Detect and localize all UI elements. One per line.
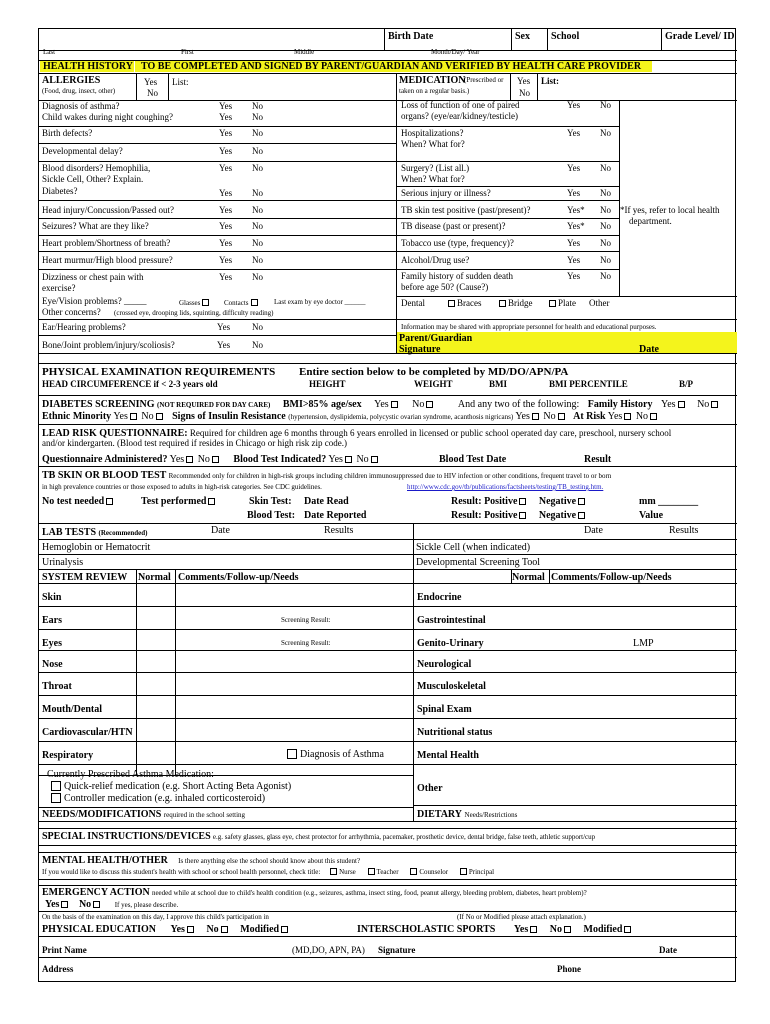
lab-date-header: Date	[584, 525, 603, 536]
neuro-label: Neurological	[417, 659, 472, 670]
bone-question: Bone/Joint problem/injury/scoliosis?	[42, 340, 175, 350]
nose-label: Nose	[42, 659, 63, 670]
divider	[39, 821, 737, 822]
checkbox[interactable]	[460, 868, 467, 875]
divider	[39, 885, 737, 886]
lmp-label: LMP	[633, 638, 654, 649]
no-option[interactable]: No	[600, 271, 611, 281]
divider	[39, 845, 737, 846]
comments-header: Comments/Follow-up/Needs	[178, 572, 299, 583]
divider	[39, 161, 396, 162]
checkbox[interactable]	[578, 498, 585, 505]
birth-defects-question: Birth defects?	[42, 128, 93, 138]
divider	[39, 363, 737, 364]
school-label: School	[551, 31, 580, 42]
divider	[396, 126, 619, 127]
skin-label: Skin	[42, 592, 62, 603]
divider	[39, 852, 737, 853]
divider	[396, 218, 619, 219]
checkbox[interactable]	[371, 456, 378, 463]
yes-option[interactable]: Yes	[144, 77, 158, 87]
checkbox[interactable]	[391, 401, 398, 408]
no-option[interactable]: No	[252, 221, 263, 231]
if-no-text: (If No or Modified please attach explanation.)	[457, 913, 586, 921]
divider	[39, 807, 413, 808]
column-divider	[396, 73, 397, 353]
asthma-med-label: Currently Prescribed Asthma Medication:	[47, 769, 214, 780]
bp-label: B/P	[679, 379, 694, 389]
no-option[interactable]: No	[600, 100, 611, 110]
no-option[interactable]: No	[252, 238, 263, 248]
alcohol-question: Alcohol/Drug use?	[401, 255, 470, 265]
divider	[39, 957, 737, 958]
medication-label: MEDICATION	[399, 75, 466, 86]
checkbox[interactable]	[281, 926, 288, 933]
tb-test-text: in high prevalence countries or those exposed to adults in high-risk categories. See CDC guidelines.	[42, 483, 322, 491]
lab-tests-title: LAB TESTS (Recommended)	[42, 527, 148, 538]
mouth-dental-label: Mouth/Dental	[42, 704, 102, 715]
last-exam-label: Last exam by eye doctor ______	[274, 298, 366, 306]
health-history-title: HEALTH HISTORY	[43, 61, 133, 72]
divider	[136, 73, 137, 101]
no-option[interactable]: No	[252, 112, 263, 122]
divider	[39, 650, 737, 651]
no-option[interactable]: No	[600, 163, 611, 173]
loss-function-question: Loss of function of one of paired	[401, 100, 520, 110]
cdc-link[interactable]: http://www.cdc.gov/tb/publications/factsheets/testing/TB_testing.htm.	[407, 483, 604, 491]
divider	[413, 523, 414, 569]
dizziness-question: Dizziness or chest pain with	[42, 272, 144, 282]
dental-other-label: Other	[589, 298, 610, 308]
list-label: List:	[172, 77, 189, 87]
needs-row: NEEDS/MODIFICATIONS required in the school setting	[42, 809, 246, 820]
allergies-label: ALLERGIES	[42, 75, 101, 86]
checkbox[interactable]	[51, 793, 61, 803]
divider	[39, 143, 396, 144]
no-option[interactable]: No	[519, 88, 530, 98]
result-label: Result	[584, 454, 612, 465]
mental-health-row: MENTAL HEALTH/OTHER Is there anything else the school should know about this student?	[42, 855, 361, 866]
no-option[interactable]: No	[252, 255, 263, 265]
checkbox[interactable]	[711, 401, 718, 408]
last-name-label: Last	[43, 48, 56, 56]
blood-disorders-question: Blood disorders? Hemophilia,	[42, 163, 151, 173]
normal-header: Normal	[138, 572, 171, 583]
divider	[39, 606, 737, 607]
eye-vision-question: Eye/Vision problems? _____	[42, 296, 147, 306]
surgery-question-2: When? What for?	[401, 174, 465, 184]
checkbox[interactable]	[156, 413, 163, 420]
blood-disorders-question-2: Sickle Cell, Other? Explain.	[42, 174, 144, 184]
yes-option[interactable]: Yes	[219, 112, 233, 122]
divider	[39, 335, 396, 336]
divider	[39, 718, 737, 719]
date-format-label: Month/Day/ Year	[431, 48, 480, 56]
yes-option[interactable]: Yes	[567, 271, 581, 281]
night-cough-question: Child wakes during night coughing?	[42, 112, 173, 122]
msk-label: Musculoskeletal	[417, 681, 486, 692]
checkbox[interactable]	[93, 901, 100, 908]
divider	[384, 29, 385, 51]
exam-title: PHYSICAL EXAMINATION REQUIREMENTS	[42, 366, 276, 378]
checkbox[interactable]	[558, 413, 565, 420]
yes-star-option[interactable]: Yes*	[567, 221, 585, 231]
yes-option[interactable]: Yes	[219, 101, 233, 111]
value-label: Value	[639, 510, 664, 521]
yes-option[interactable]: Yes	[219, 255, 233, 265]
contacts-option[interactable]: Contacts	[224, 299, 260, 308]
eyes-screening-label: Screening Result:	[281, 639, 331, 647]
yes-option[interactable]: Yes	[219, 128, 233, 138]
checkbox[interactable]	[368, 868, 375, 875]
yes-option[interactable]: Yes	[219, 205, 233, 215]
divider	[39, 554, 737, 555]
checkbox[interactable]	[221, 926, 228, 933]
checkbox[interactable]	[61, 901, 68, 908]
divider	[396, 296, 737, 297]
checkbox[interactable]	[624, 413, 631, 420]
checkbox[interactable]	[519, 512, 526, 519]
yes-option[interactable]: Yes	[219, 238, 233, 248]
ear-question: Ear/Hearing problems?	[42, 322, 126, 332]
parent-guardian-label: Parent/Guardian	[399, 333, 473, 344]
checkbox[interactable]	[208, 498, 215, 505]
yes-star-option[interactable]: Yes*	[567, 205, 585, 215]
diabetes-screening-row: DIABETES SCREENING (NOT REQUIRED FOR DAY CARE) BMI>85% age/sex Yes No And any two of the following: Family History Yes No	[42, 399, 720, 410]
divider	[39, 569, 737, 570]
dev-screening-label: Developmental Screening Tool	[416, 557, 541, 568]
yes-option[interactable]: Yes	[567, 188, 581, 198]
divider	[39, 936, 737, 937]
yes-option[interactable]: Yes	[567, 255, 581, 265]
system-review-title: SYSTEM REVIEW	[42, 572, 128, 583]
no-option[interactable]: No	[600, 238, 611, 248]
yes-option[interactable]: Yes	[217, 322, 231, 332]
cardio-label: Cardiovascular/HTN	[42, 727, 133, 738]
yes-option[interactable]: Yes	[567, 163, 581, 173]
lead-risk-text: and/or kindergarten. (Blood test required if resides in Chicago or high risk zip code.)	[42, 438, 348, 448]
no-option[interactable]: No	[600, 205, 611, 215]
mental-health-label: Mental Health	[417, 750, 479, 761]
ears-screening-label: Screening Result:	[281, 616, 331, 624]
divider	[39, 741, 737, 742]
checkbox[interactable]	[202, 299, 209, 306]
blood-test-label: Blood Test:	[247, 510, 296, 521]
discuss-row: If you would like to discuss this student's health with school or school health personnel, check title: Nurse Teacher Counselor Principal	[42, 868, 495, 876]
divider	[39, 828, 737, 829]
throat-label: Throat	[42, 681, 72, 692]
divider	[39, 911, 737, 912]
ethnic-minority-row: Ethnic Minority Yes No Signs of Insulin Resistance (hypertension, dyslipidemia, polycystic ovarian syndrome, acanthosis nigricans) Yes No At Risk Yes No	[42, 411, 659, 422]
yes-option[interactable]: Yes	[219, 146, 233, 156]
yes-option[interactable]: Yes	[217, 340, 231, 350]
emergency-row: EMERGENCY ACTION needed while at school due to child's health condition (e.g., seizures, asthma, insect sting, food, peanut allergy, bleeding problem, diabetes, heart problem)?	[42, 887, 587, 898]
no-option[interactable]: No	[252, 322, 263, 332]
head-circumference-label: HEAD CIRCUMFERENCE if < 2-3 years old	[42, 379, 218, 389]
divider	[39, 466, 737, 467]
tb-note: *If yes, refer to local health	[620, 205, 720, 215]
divider	[39, 218, 396, 219]
provider-date-label: Date	[659, 945, 677, 955]
no-option[interactable]: No	[252, 163, 263, 173]
yes-option[interactable]: Yes	[567, 238, 581, 248]
checkbox[interactable]	[251, 299, 258, 306]
controller-option[interactable]: Controller medication (e.g. inhaled corticosteroid)	[51, 793, 265, 804]
dizziness-question-2: exercise?	[42, 283, 76, 293]
checkbox[interactable]	[564, 926, 571, 933]
no-option[interactable]: No	[252, 205, 263, 215]
hospitalizations-question: Hospitalizations?	[401, 128, 464, 138]
bridge-option[interactable]: Bridge	[497, 299, 533, 309]
comments-header: Comments/Follow-up/Needs	[551, 572, 672, 583]
bmi-percentile-label: BMI PERCENTILE	[549, 379, 628, 389]
divider	[537, 73, 538, 101]
no-option[interactable]: No	[600, 221, 611, 231]
no-option[interactable]: No	[252, 272, 263, 282]
family-history-question-2: before age 50? (Cause?)	[401, 282, 489, 292]
divider	[39, 583, 737, 584]
divider	[510, 73, 511, 101]
divider	[396, 251, 619, 252]
pe-row: PHYSICAL EDUCATION Yes No Modified	[42, 924, 290, 935]
yes-option[interactable]: Yes	[219, 272, 233, 282]
checkbox[interactable]	[212, 456, 219, 463]
skin-test-label: Skin Test:	[249, 496, 292, 507]
no-test-needed-option[interactable]: No test needed	[42, 496, 115, 507]
checkbox[interactable]	[578, 512, 585, 519]
no-option[interactable]: No	[600, 128, 611, 138]
skin-result-row: Result: Positive Negative	[451, 496, 587, 507]
basis-text: On the basis of the examination on this day, I approve this child's participation in	[42, 913, 269, 921]
hospitalizations-question-2: When? What for?	[401, 139, 465, 149]
diabetes-question: Diabetes?	[42, 186, 78, 196]
blood-result-row: Result: Positive Negative	[451, 510, 587, 521]
divider	[661, 29, 662, 51]
quick-relief-option[interactable]: Quick-relief medication (e.g. Short Acting Beta Agonist)	[51, 781, 291, 792]
checkbox[interactable]	[426, 401, 433, 408]
divider	[39, 539, 737, 540]
exam-subtitle: Entire section below to be completed by MD/DO/APN/PA	[299, 366, 569, 378]
gu-label: Genito-Urinary	[417, 638, 484, 649]
respiratory-label: Respiratory	[42, 750, 94, 761]
family-history-question: Family history of sudden death	[401, 271, 513, 281]
no-option[interactable]: No	[252, 146, 263, 156]
divider	[39, 319, 396, 320]
medication-sub-2: taken on a regular basis.)	[399, 87, 470, 95]
checkbox[interactable]	[519, 498, 526, 505]
date-read-label: Date Read	[304, 496, 349, 507]
checkbox[interactable]	[678, 401, 685, 408]
divider	[39, 629, 737, 630]
other-concerns-label: Other concerns?	[42, 307, 101, 317]
divider	[547, 29, 548, 51]
divider	[39, 764, 737, 765]
other-label: Other	[417, 783, 443, 794]
loss-function-question-2: organs? (eye/ear/kidney/testicle)	[401, 111, 519, 121]
divider	[39, 353, 737, 354]
lab-results-header: Results	[324, 525, 354, 536]
checkbox[interactable]	[624, 926, 631, 933]
medication-sub: (Prescribed or	[464, 76, 504, 84]
braces-option[interactable]: Braces	[446, 299, 482, 309]
grade-label: Grade Level/ ID	[665, 31, 735, 42]
divider	[396, 235, 619, 236]
divider	[39, 523, 737, 524]
divider	[39, 235, 396, 236]
divider	[39, 395, 737, 396]
checkbox[interactable]	[345, 456, 352, 463]
divider	[39, 269, 396, 270]
divider	[168, 73, 169, 101]
dental-label: Dental	[401, 298, 425, 308]
yes-option[interactable]: Yes	[219, 221, 233, 231]
checkbox[interactable]	[51, 781, 61, 791]
mm-label: mm ________	[639, 496, 699, 507]
endocrine-label: Endocrine	[417, 592, 462, 603]
sickle-cell-label: Sickle Cell (when indicated)	[416, 542, 531, 553]
provider-signature-label: Signature	[378, 945, 416, 955]
checkbox[interactable]	[106, 498, 113, 505]
eyes-label: Eyes	[42, 638, 62, 649]
divider	[396, 161, 619, 162]
nutrition-label: Nutritional status	[417, 727, 493, 738]
no-option[interactable]: No	[600, 188, 611, 198]
tb-note-2: department.	[629, 216, 672, 226]
divider	[396, 200, 619, 201]
first-name-label: First	[181, 48, 194, 56]
yes-option[interactable]: Yes	[517, 76, 531, 86]
info-shared-note: Information may be shared with appropriate personnel for health and educational purposes.	[401, 323, 657, 331]
blood-test-date-label: Blood Test Date	[439, 454, 507, 465]
print-name-label: Print Name	[42, 945, 87, 955]
normal-header: Normal	[512, 572, 545, 583]
birth-date-label: Birth Date	[388, 31, 434, 42]
checkbox[interactable]	[130, 413, 137, 420]
divider	[39, 200, 396, 201]
dietary-row: DIETARY Needs/Restrictions	[417, 809, 518, 820]
checkbox[interactable]	[330, 868, 337, 875]
heart-sob-question: Heart problem/Shortness of breath?	[42, 238, 171, 248]
special-instructions-row: SPECIAL INSTRUCTIONS/DEVICES e.g. safety glasses, glass eye, chest protector for arrhythmia, pacemaker, prosthetic device, dental bridge, false teeth, athletic support/cup	[42, 831, 596, 842]
credentials-label: (MD,DO, APN, PA)	[292, 945, 365, 955]
ears-label: Ears	[42, 615, 62, 626]
tb-disease-question: TB disease (past or present)?	[401, 221, 506, 231]
no-option[interactable]: No	[252, 340, 263, 350]
height-label: HEIGHT	[309, 379, 346, 389]
asthma-question: Diagnosis of asthma?	[42, 101, 120, 111]
address-label: Address	[42, 964, 74, 974]
checkbox[interactable]	[532, 413, 539, 420]
head-injury-question: Head injury/Concussion/Passed out?	[42, 205, 174, 215]
checkbox[interactable]	[650, 413, 657, 420]
allergies-sub: (Food, drug, insect, other)	[42, 87, 116, 95]
no-option[interactable]: No	[252, 128, 263, 138]
checkbox[interactable]	[287, 749, 297, 759]
tobacco-question: Tobacco use (type, frequency)?	[401, 238, 514, 248]
middle-name-label: Middle	[294, 48, 315, 56]
divider	[396, 186, 619, 187]
divider	[413, 805, 737, 806]
questionnaire-row: Questionnaire Administered? Yes No Blood Test Indicated? Yes No	[42, 454, 380, 465]
seizures-question: Seizures? What are they like?	[42, 221, 149, 231]
checkbox[interactable]	[410, 868, 417, 875]
divider	[39, 879, 737, 880]
no-option[interactable]: No	[252, 188, 263, 198]
yes-option[interactable]: Yes	[219, 188, 233, 198]
yes-option[interactable]: Yes	[567, 128, 581, 138]
list-label: List:	[541, 76, 559, 86]
hemoglobin-label: Hemoglobin or Hematocrit	[42, 542, 151, 553]
checkbox[interactable]	[530, 926, 537, 933]
bmi-label: BMI	[489, 379, 507, 389]
divider	[39, 126, 396, 127]
checkbox[interactable]	[549, 300, 556, 307]
divider	[396, 269, 619, 270]
sex-label: Sex	[515, 31, 530, 42]
yes-option[interactable]: Yes	[219, 163, 233, 173]
divider	[396, 319, 737, 320]
phone-label: Phone	[557, 964, 582, 974]
health-exam-form	[38, 28, 736, 982]
dx-asthma-option[interactable]: Diagnosis of Asthma	[287, 749, 384, 760]
spinal-label: Spinal Exam	[417, 704, 472, 715]
sports-row: INTERSCHOLASTIC SPORTS Yes No Modified	[357, 924, 633, 935]
emergency-yes-no: Yes No If yes, please describe.	[45, 899, 179, 910]
gi-label: Gastrointestinal	[417, 615, 486, 626]
surgery-question: Surgery? (List all.)	[401, 163, 470, 173]
divider	[39, 50, 737, 51]
plate-option[interactable]: Plate	[547, 299, 576, 309]
developmental-question: Developmental delay?	[42, 146, 123, 156]
tb-skin-question: TB skin test positive (past/present)?	[401, 205, 531, 215]
divider	[39, 73, 737, 74]
no-option[interactable]: No	[147, 88, 158, 98]
no-option[interactable]: No	[252, 101, 263, 111]
date-label: Date	[639, 344, 659, 355]
divider	[39, 424, 737, 425]
weight-label: WEIGHT	[414, 379, 453, 389]
divider	[39, 672, 737, 673]
checkbox[interactable]	[499, 300, 506, 307]
tb-test-row: TB SKIN OR BLOOD TEST Recommended only for children in high-risk groups including children immunosuppressed due to HIV infection or other conditions, frequent travel to or born	[42, 470, 612, 481]
banner-instruction: TO BE COMPLETED AND SIGNED BY PARENT/GUARDIAN AND VERIFIED BY HEALTH CARE PROVIDER	[141, 61, 642, 72]
checkbox[interactable]	[448, 300, 455, 307]
other-concerns-sub: (crossed eye, drooping lids, squinting, difficulty reading)	[114, 309, 274, 317]
lab-results-header: Results	[669, 525, 699, 536]
serious-injury-question: Serious injury or illness?	[401, 188, 491, 198]
divider	[619, 100, 620, 296]
checkbox[interactable]	[186, 456, 193, 463]
divider	[511, 29, 512, 51]
checkbox[interactable]	[187, 926, 194, 933]
lead-risk-row: LEAD RISK QUESTIONNAIRE: Required for children age 6 months through 6 years enrolled in licensed or public school operated day care, preschool, nursery school	[42, 428, 672, 439]
signature-label: Signature	[399, 344, 441, 355]
date-reported-label: Date Reported	[304, 510, 367, 521]
lab-date-header: Date	[211, 525, 230, 536]
divider	[39, 695, 737, 696]
no-option[interactable]: No	[600, 255, 611, 265]
divider	[39, 251, 396, 252]
divider	[549, 569, 550, 583]
glasses-option[interactable]: Glasses	[179, 299, 211, 308]
yes-option[interactable]: Yes	[567, 100, 581, 110]
test-performed-option[interactable]: Test performed	[141, 496, 217, 507]
urinalysis-label: Urinalysis	[42, 557, 84, 568]
heart-bp-question: Heart murmur/High blood pressure?	[42, 255, 173, 265]
